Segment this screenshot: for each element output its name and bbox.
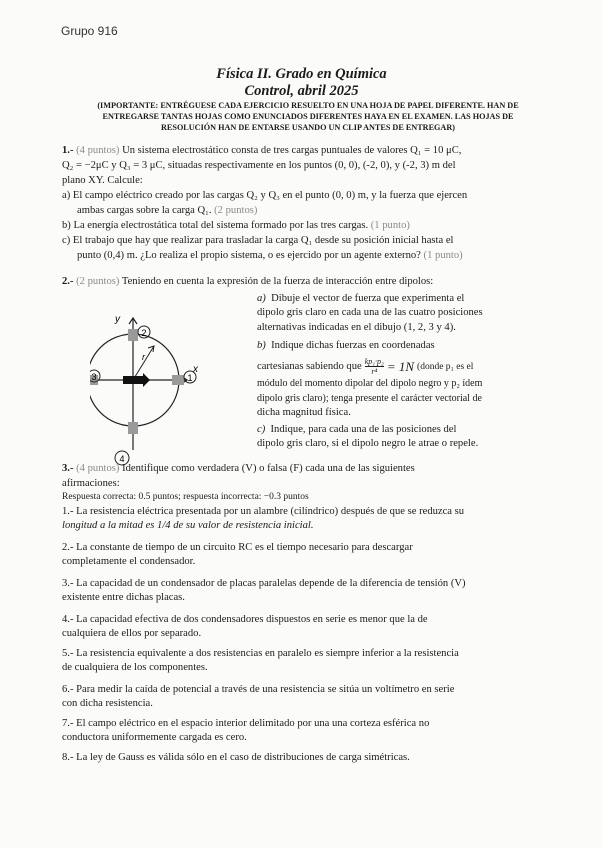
black-dipole	[123, 376, 143, 384]
q3-s7-line2: conductora uniformemente cargada es cero.	[62, 732, 247, 743]
pos3-label: 3	[91, 372, 97, 382]
q3-s6-line2: con dicha resistencia.	[62, 698, 153, 709]
q2-b-label: b)	[257, 340, 266, 351]
q3-s6-line1: 6.- Para medir la caída de potencial a través de una resistencia se sitúa un voltímetro en serie	[62, 684, 455, 695]
vector-r-label: r	[142, 352, 145, 362]
q3-s5-line1: 5.- La resistencia equivalente a dos resistencias en paralelo es siempre inferior a la resistencia	[62, 648, 459, 659]
q1-c-text2: punto (0,4) m. ¿Lo realiza el propio sistema, o es ejercido por un agente externo?	[77, 250, 421, 261]
page-subtitle: Control, abril 2025	[244, 83, 359, 99]
q2-b-line5: dicha magnitud física.	[257, 407, 351, 419]
q1-a-line1: a) El campo eléctrico creado por las cargas Q₂ y Q₃ en el punto (0, 0) m, y la fuerza que ejercen	[62, 190, 468, 201]
q2-b-line4: dipolo gris claro); tenga presente el carácter vectorial de	[257, 392, 482, 404]
q3-s2-line2: completamente el condensador.	[62, 556, 196, 567]
q2-b-line2-pre: cartesianas sabiendo que	[257, 360, 362, 372]
q3-s1-line2: longitud a la mitad es 1/4 de su valor de resistencia inicial.	[62, 520, 314, 531]
q1-intro-line3: plano XY. Calcule:	[62, 175, 143, 186]
q3-number: 3.-	[62, 463, 74, 474]
important-note-line1: (IMPORTANTE: ENTRÉGUESE CADA EJERCICIO RESUELTO EN UNA HOJA DE PAPEL DIFERENTE. HAN DE	[97, 101, 519, 110]
q2-a-line1: Dibuje el vector de fuerza que experimenta el	[271, 293, 465, 304]
pos4-label: 4	[119, 454, 125, 464]
pos2-label: 2	[141, 328, 147, 338]
q1-b	[62, 220, 410, 232]
q1-a-points: (2 puntos)	[214, 205, 258, 216]
q2-formula-denominator: r⁴	[371, 367, 378, 377]
q2-a	[257, 293, 557, 334]
q2-b-line1: Indique dichas fuerzas en coordenadas	[271, 340, 435, 351]
q2-c-line1: Indique, para cada una de las posiciones del	[270, 424, 457, 435]
q1-number: 1.-	[62, 145, 74, 156]
q1-intro-text1: Un sistema electrostático consta de tres cargas puntuales de valores Q₁ = 10 μC,	[122, 145, 462, 156]
q1-b-text: b) La energía electrostática total del sistema formado por las tres cargas.	[62, 220, 369, 231]
group-label: Grupo 916	[61, 24, 118, 38]
q1-intro-line1	[62, 145, 557, 157]
q2-number: 2.-	[62, 276, 74, 287]
grey-dipole-1	[172, 375, 184, 385]
q2-c	[257, 424, 557, 451]
axis-y-label: y	[115, 314, 120, 325]
important-note-line3: RESOLUCIÓN HAN DE ENTARSE USANDO UN CLIP ANTES DE ENTREGAR)	[161, 123, 455, 132]
q2-formula-equals: = 1N	[386, 358, 415, 374]
q1-a-text2: ambas cargas sobre la carga Q₁.	[77, 205, 212, 216]
pos1-label: 1	[187, 373, 193, 383]
important-note-line2: ENTREGARSE TANTAS HOJAS COMO ENUNCIADOS DIFERENTES HAYA EN EL EXAMEN. LAS HOJAS DE	[102, 112, 514, 121]
q2-b-line2-post: (donde p₁ es el	[417, 361, 474, 372]
grey-dipole-4	[128, 422, 138, 434]
q3-s3-line2: existente entre dichas placas.	[62, 592, 185, 603]
q3-points: (4 puntos)	[76, 463, 120, 474]
q3-s5-line2: de cualquiera de los componentes.	[62, 662, 208, 673]
q3-scoring: Respuesta correcta: 0.5 puntos; respuesta incorrecta: −0.3 puntos	[62, 492, 309, 502]
q2-b	[257, 340, 557, 420]
q3-intro-text1: Identifique como verdadera (V) o falsa (F) cada una de las siguientes	[122, 463, 415, 474]
q1-intro-line2: Q₂ = −2μC y Q₃ = 3 μC, situadas respectivamente en los puntos (0, 0), (-2, 0), y (-2, 3) m del	[62, 160, 456, 171]
q2-intro	[62, 276, 433, 288]
q2-c-label: c)	[257, 424, 266, 435]
q1-a-line2	[77, 205, 257, 217]
q2-b-line3: módulo del momento dipolar del dipolo negro y p₂ ídem	[257, 378, 483, 390]
grey-dipole-2	[128, 329, 138, 341]
q3-intro-line2: afirmaciones:	[62, 478, 120, 489]
q2-intro-text: Teniendo en cuenta la expresión de la fuerza de interacción entre dipolos:	[121, 276, 434, 287]
q1-b-points: (1 punto)	[370, 220, 410, 231]
q3-s3-line1: 3.- La capacidad de un condensador de placas paralelas depende de la diferencia de tensión (V)	[62, 578, 466, 589]
black-dipole-arrowhead	[143, 373, 150, 387]
q3-intro-line1	[62, 463, 415, 475]
q3-s1-line1: 1.- La resistencia eléctrica presentada por un alambre (cilíndrico) después de que se reduzca su	[62, 506, 465, 517]
page-title: Física II. Grado en Química	[216, 66, 387, 82]
q2-points: (2 puntos)	[76, 276, 120, 287]
q2-a-label: a)	[257, 293, 266, 304]
q1-points: (4 puntos)	[76, 145, 120, 156]
q3-s8: 8.- La ley de Gauss es válida sólo en el caso de distribuciones de carga simétricas.	[62, 752, 410, 763]
q2-b-line2	[257, 357, 557, 376]
q2-formula-fraction	[365, 357, 384, 376]
q3-s2-line1: 2.- La constante de tiempo de un circuito RC es el tiempo necesario para descargar	[62, 542, 413, 553]
q2-c-line2: dipolo gris claro, si el dipolo negro le atrae o repele.	[257, 438, 479, 450]
q2-formula-numerator: kp₁·p₂	[364, 357, 384, 367]
q3-s4-line1: 4.- La capacidad efectiva de dos condensadores dispuestos en serie es menor que la de	[62, 614, 428, 625]
axis-x-label: x	[193, 364, 198, 375]
q1-c-line2	[77, 250, 463, 262]
q3-s7-line1: 7.- El campo eléctrico en el espacio interior delimitado por una una corteza esférica no	[62, 718, 430, 729]
q3-s4-line2: cualquiera de ellos por separado.	[62, 628, 202, 639]
q2-a-line3: alternativas indicadas en el dibujo (1, 2, 3 y 4).	[257, 321, 456, 333]
q1-c-line1: c) El trabajo que hay que realizar para trasladar la carga Q₁ desde su posición inicial hasta el	[62, 235, 454, 246]
q2-a-line2: dipolo gris claro en cada una de las cuatro posiciones	[257, 307, 483, 319]
q1-c-points: (1 punto)	[423, 250, 463, 261]
dipole-diagram	[90, 300, 260, 475]
